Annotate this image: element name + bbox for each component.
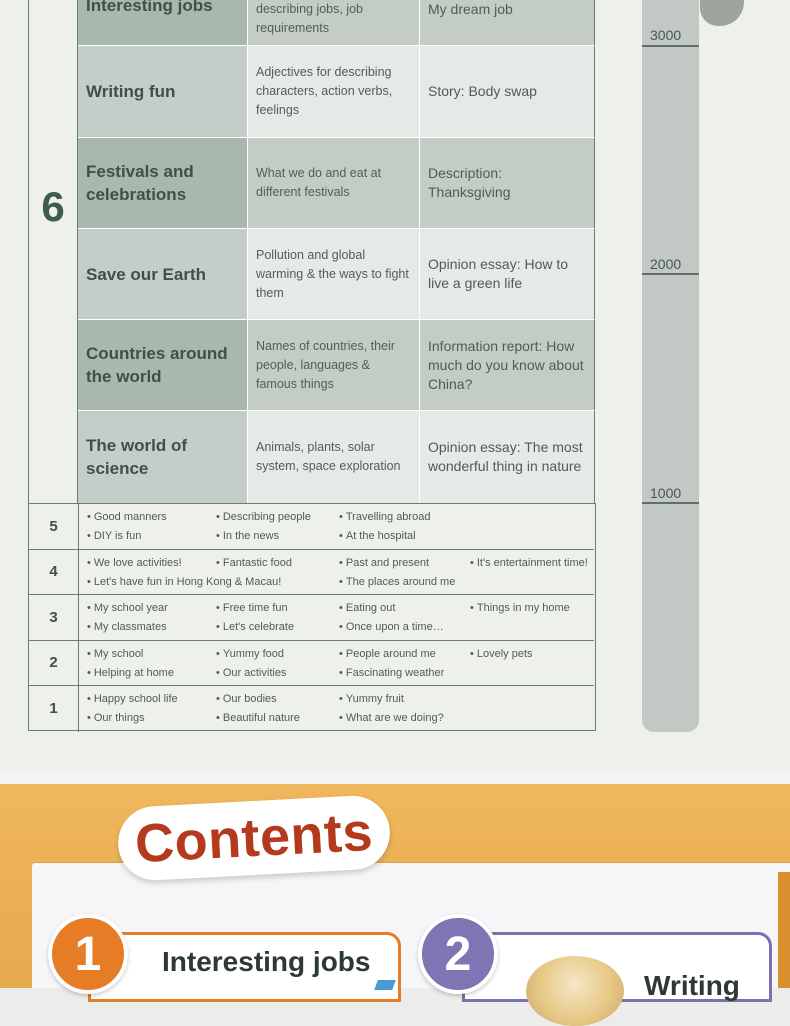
unit-vocabulary: describing jobs, job requirements — [248, 0, 420, 45]
page-gap — [0, 770, 790, 784]
grade-row — [29, 595, 594, 641]
unit-writing: Opinion essay: How to live a green life — [420, 229, 594, 319]
topic-item: • In the news — [216, 530, 279, 542]
unit-writing: Information report: How much do you know about China? — [420, 320, 594, 410]
grade-number: 3 — [29, 595, 79, 640]
topic-item: • We love activities! — [87, 557, 182, 569]
topic-item: • Good manners — [87, 511, 167, 523]
unit-vocabulary: Names of countries, their people, languages & famous things — [248, 320, 420, 410]
topic-item: • Yummy food — [216, 648, 284, 660]
grade-row — [29, 550, 594, 596]
topic-item: • Fantastic food — [216, 557, 292, 569]
topic-item: • Things in my home — [470, 602, 570, 614]
unit-writing: Opinion essay: The most wonderful thing in nature — [420, 411, 594, 503]
unit-number-badge-1: 1 — [48, 914, 128, 994]
topic-item: • Helping at home — [87, 667, 174, 679]
grade-6-column — [28, 0, 78, 503]
topic-item: • Eating out — [339, 602, 395, 614]
topic-item: • Fascinating weather — [339, 667, 444, 679]
unit-row-festivals — [78, 138, 595, 229]
topic-item: • Yummy fruit — [339, 693, 404, 705]
topic-item: • My classmates — [87, 621, 167, 633]
lower-grades-table — [28, 503, 596, 731]
mascot-figure — [700, 0, 744, 26]
topic-item: • Let's have fun in Hong Kong & Macau! — [87, 576, 281, 588]
grade-row — [29, 504, 594, 550]
topic-item: • DIY is fun — [87, 530, 141, 542]
grade-row — [29, 641, 594, 687]
grade-number: 1 — [29, 686, 79, 732]
topic-item: • Past and present — [339, 557, 429, 569]
unit-vocabulary: What we do and eat at different festivals — [248, 138, 420, 228]
unit-number-badge-2: 2 — [418, 914, 498, 994]
topic-item: • Free time fun — [216, 602, 288, 614]
book-icon — [374, 980, 396, 990]
unit-row-interesting-jobs — [78, 0, 595, 46]
topic-item: • Once upon a time… — [339, 621, 444, 633]
scale-label-3000: 3000 — [650, 27, 682, 43]
unit-row-countries — [78, 320, 595, 411]
grade-number: 5 — [29, 504, 79, 549]
scale-tick — [642, 502, 699, 504]
topic-item: • The places around me — [339, 576, 455, 588]
scale-tick — [642, 45, 699, 47]
unit-vocabulary: Adjectives for describing characters, action verbs, feelings — [248, 46, 420, 137]
scale-label-1000: 1000 — [650, 485, 682, 501]
unit-2-photo — [526, 956, 624, 1026]
grade-row — [29, 686, 594, 732]
unit-topic: Save our Earth — [78, 229, 248, 319]
topic-item: • What are we doing? — [339, 712, 444, 724]
topic-item: • Our activities — [216, 667, 286, 679]
topic-item: • Beautiful nature — [216, 712, 300, 724]
unit-topic: Interesting jobs — [78, 0, 248, 45]
unit-2-title[interactable]: Writing — [644, 970, 740, 1001]
unit-topic: Countries around the world — [78, 320, 248, 410]
contents-title: Contents — [133, 801, 375, 875]
unit-writing: Story: Body swap — [420, 46, 594, 137]
unit-topic: Festivals and celebrations — [78, 138, 248, 228]
contents-title-badge — [116, 794, 392, 882]
scale-tick — [642, 273, 699, 275]
scale-label-2000: 2000 — [650, 256, 682, 272]
word-scale-bar — [642, 0, 699, 732]
unit-row-writing-fun — [78, 46, 595, 138]
unit-row-save-earth — [78, 229, 595, 320]
topic-item: • Happy school life — [87, 693, 178, 705]
topic-item: • Let's celebrate — [216, 621, 294, 633]
topic-item: • It's entertainment time! — [470, 557, 588, 569]
topic-item: • Our things — [87, 712, 145, 724]
unit-topic: The world of science — [78, 411, 248, 503]
grade-number: 4 — [29, 550, 79, 595]
topic-item: • Describing people — [216, 511, 311, 523]
contents-side-strip — [778, 872, 790, 988]
unit-vocabulary: Animals, plants, solar system, space exploration — [248, 411, 420, 503]
topic-item: • Our bodies — [216, 693, 277, 705]
topic-item: • At the hospital — [339, 530, 416, 542]
topic-item: • My school — [87, 648, 143, 660]
grade-number: 2 — [29, 641, 79, 686]
topic-item: • My school year — [87, 602, 168, 614]
grade-6-number: 6 — [41, 183, 65, 230]
topic-item: • People around me — [339, 648, 436, 660]
unit-row-science — [78, 411, 595, 503]
topic-item: • Travelling abroad — [339, 511, 430, 523]
unit-writing: My dream job — [420, 0, 594, 45]
unit-writing: Description: Thanksgiving — [420, 138, 594, 228]
topic-item: • Lovely pets — [470, 648, 533, 660]
unit-vocabulary: Pollution and global warming & the ways to fight them — [248, 229, 420, 319]
unit-topic: Writing fun — [78, 46, 248, 137]
unit-1-title[interactable]: Interesting jobs — [162, 946, 371, 977]
